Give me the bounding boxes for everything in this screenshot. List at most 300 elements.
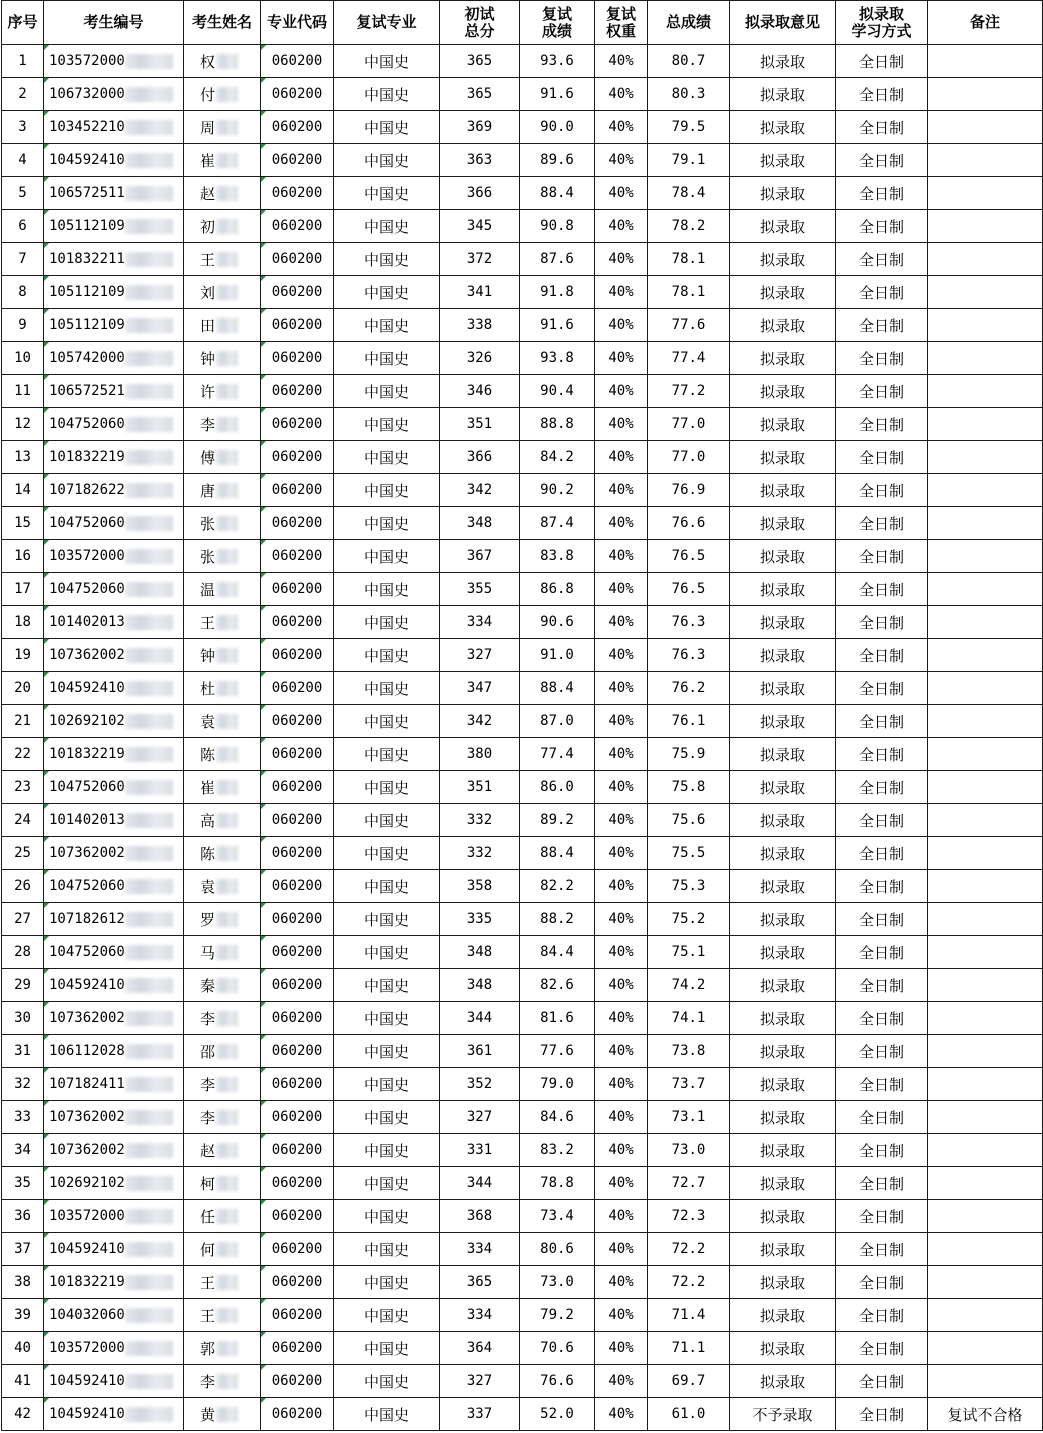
cell-note: [928, 804, 1043, 837]
cell-study-mode: 全日制: [836, 111, 928, 144]
candidate-name-text: 初: [200, 217, 216, 236]
cell-candidate-name: [184, 573, 261, 606]
cell-study-mode: 全日制: [836, 474, 928, 507]
table-row: [2, 474, 1043, 507]
redaction-blur: [125, 912, 173, 927]
cell-candidate-name: [184, 1002, 261, 1035]
candidate-id-text: 104592410: [49, 1241, 125, 1257]
cell-retest-weight: 40%: [595, 243, 648, 276]
redaction-blur: [125, 1374, 173, 1389]
cell-candidate-name: [184, 309, 261, 342]
cell-study-mode: 全日制: [836, 1068, 928, 1101]
cell-candidate-name: [184, 1068, 261, 1101]
candidate-id-text: 102692102: [49, 713, 125, 729]
cell-note: [928, 1332, 1043, 1365]
candidate-id-text: 104592410: [49, 1373, 125, 1389]
candidate-id-text: 104032060: [49, 1307, 125, 1323]
cell-opinion: 不予录取: [730, 1398, 836, 1431]
cell-note: [928, 144, 1043, 177]
cell-total-score: 77.2: [648, 375, 730, 408]
table-row: [2, 573, 1043, 606]
cell-candidate-id: [44, 408, 184, 441]
header-initial-score: 初试 总分: [440, 1, 520, 45]
table-row: [2, 969, 1043, 1002]
cell-retest-weight: 40%: [595, 606, 648, 639]
cell-note: [928, 870, 1043, 903]
cell-major: 中国史: [334, 441, 440, 474]
cell-candidate-name: [184, 1266, 261, 1299]
cell-study-mode: 全日制: [836, 507, 928, 540]
cell-note: [928, 1167, 1043, 1200]
header-name: 考生姓名: [184, 1, 261, 45]
cell-major-code: 060200: [261, 1068, 334, 1101]
cell-major: 中国史: [334, 1200, 440, 1233]
cell-no: 4: [2, 144, 44, 177]
header-note: 备注: [928, 1, 1043, 45]
cell-major-code: 060200: [261, 1002, 334, 1035]
cell-no: 18: [2, 606, 44, 639]
cell-initial-score: 327: [440, 1101, 520, 1134]
cell-retest-score: 83.2: [520, 1134, 595, 1167]
cell-retest-score: 87.6: [520, 243, 595, 276]
cell-opinion: 拟录取: [730, 540, 836, 573]
cell-initial-score: 363: [440, 144, 520, 177]
cell-note: [928, 1365, 1043, 1398]
cell-total-score: 72.7: [648, 1167, 730, 1200]
candidate-id-text: 101832219: [49, 449, 125, 465]
cell-candidate-name: [184, 243, 261, 276]
cell-retest-score: 90.8: [520, 210, 595, 243]
cell-retest-weight: 40%: [595, 210, 648, 243]
cell-candidate-name: [184, 1167, 261, 1200]
cell-initial-score: 342: [440, 705, 520, 738]
candidate-id-text: 107362002: [49, 845, 125, 861]
cell-major: 中国史: [334, 144, 440, 177]
cell-major: 中国史: [334, 903, 440, 936]
cell-candidate-name: [184, 936, 261, 969]
cell-initial-score: 338: [440, 309, 520, 342]
cell-study-mode: 全日制: [836, 870, 928, 903]
cell-no: 2: [2, 78, 44, 111]
redaction-blur: [125, 219, 173, 234]
table-row: [2, 771, 1043, 804]
redaction-blur: [125, 681, 173, 696]
cell-note: [928, 342, 1043, 375]
cell-major: 中国史: [334, 738, 440, 771]
cell-no: 42: [2, 1398, 44, 1431]
cell-total-score: 76.1: [648, 705, 730, 738]
cell-no: 23: [2, 771, 44, 804]
cell-study-mode: 全日制: [836, 144, 928, 177]
cell-retest-weight: 40%: [595, 1167, 648, 1200]
cell-retest-score: 90.6: [520, 606, 595, 639]
redaction-blur: [216, 615, 238, 630]
candidate-id-text: 107182622: [49, 482, 125, 498]
redaction-blur: [216, 87, 238, 102]
cell-total-score: 69.7: [648, 1365, 730, 1398]
cell-opinion: 拟录取: [730, 1266, 836, 1299]
cell-initial-score: 365: [440, 78, 520, 111]
cell-total-score: 76.3: [648, 639, 730, 672]
cell-retest-score: 91.0: [520, 639, 595, 672]
cell-study-mode: 全日制: [836, 804, 928, 837]
table-row: [2, 1068, 1043, 1101]
cell-initial-score: 366: [440, 441, 520, 474]
cell-no: 25: [2, 837, 44, 870]
redaction-blur: [216, 813, 238, 828]
cell-candidate-name: [184, 342, 261, 375]
cell-total-score: 73.1: [648, 1101, 730, 1134]
cell-retest-score: 86.0: [520, 771, 595, 804]
cell-candidate-id: [44, 903, 184, 936]
cell-opinion: 拟录取: [730, 210, 836, 243]
cell-major-code: 060200: [261, 705, 334, 738]
cell-major-code: 060200: [261, 111, 334, 144]
cell-retest-score: 77.4: [520, 738, 595, 771]
cell-major: 中国史: [334, 408, 440, 441]
table-row: [2, 177, 1043, 210]
cell-no: 5: [2, 177, 44, 210]
cell-major: 中国史: [334, 639, 440, 672]
cell-major: 中国史: [334, 870, 440, 903]
candidate-name-text: 钟: [200, 646, 216, 665]
redaction-blur: [216, 978, 238, 993]
cell-major-code: 060200: [261, 837, 334, 870]
candidate-name-text: 何: [200, 1240, 216, 1259]
cell-no: 26: [2, 870, 44, 903]
cell-major-code: 060200: [261, 573, 334, 606]
header-major: 复试专业: [334, 1, 440, 45]
cell-candidate-id: [44, 1134, 184, 1167]
cell-total-score: 78.4: [648, 177, 730, 210]
redaction-blur: [216, 153, 238, 168]
candidate-name-text: 袁: [200, 712, 216, 731]
cell-retest-weight: 40%: [595, 903, 648, 936]
cell-candidate-name: [184, 177, 261, 210]
cell-retest-score: 84.6: [520, 1101, 595, 1134]
candidate-name-text: 王: [200, 1273, 216, 1292]
cell-no: 1: [2, 45, 44, 78]
cell-retest-score: 84.2: [520, 441, 595, 474]
cell-opinion: 拟录取: [730, 837, 836, 870]
redaction-blur: [125, 252, 173, 267]
cell-major: 中国史: [334, 1134, 440, 1167]
cell-retest-score: 93.6: [520, 45, 595, 78]
cell-candidate-name: [184, 375, 261, 408]
redaction-blur: [216, 1176, 238, 1191]
cell-total-score: 77.0: [648, 441, 730, 474]
cell-initial-score: 337: [440, 1398, 520, 1431]
table-row: [2, 1167, 1043, 1200]
cell-total-score: 80.7: [648, 45, 730, 78]
cell-major: 中国史: [334, 573, 440, 606]
cell-candidate-id: [44, 1035, 184, 1068]
cell-major-code: 060200: [261, 210, 334, 243]
cell-major: 中国史: [334, 507, 440, 540]
candidate-id-text: 104592410: [49, 977, 125, 993]
cell-study-mode: 全日制: [836, 78, 928, 111]
cell-no: 20: [2, 672, 44, 705]
cell-major: 中国史: [334, 309, 440, 342]
cell-retest-score: 81.6: [520, 1002, 595, 1035]
candidate-id-text: 103572000: [49, 1208, 125, 1224]
table-row: [2, 1398, 1043, 1431]
cell-major-code: 060200: [261, 342, 334, 375]
cell-major: 中国史: [334, 705, 440, 738]
redaction-blur: [216, 780, 238, 795]
cell-study-mode: 全日制: [836, 1134, 928, 1167]
candidate-id-text: 103572000: [49, 53, 125, 69]
candidate-id-text: 104752060: [49, 416, 125, 432]
cell-candidate-id: [44, 672, 184, 705]
redaction-blur: [125, 1110, 173, 1125]
cell-major-code: 060200: [261, 408, 334, 441]
cell-initial-score: 344: [440, 1167, 520, 1200]
redaction-blur: [216, 747, 238, 762]
cell-retest-score: 91.6: [520, 309, 595, 342]
cell-major-code: 060200: [261, 606, 334, 639]
cell-initial-score: 367: [440, 540, 520, 573]
cell-no: 39: [2, 1299, 44, 1332]
candidate-id-text: 104592410: [49, 1406, 125, 1422]
cell-note: [928, 1035, 1043, 1068]
cell-initial-score: 366: [440, 177, 520, 210]
cell-retest-weight: 40%: [595, 738, 648, 771]
cell-retest-weight: 40%: [595, 375, 648, 408]
cell-retest-score: 82.6: [520, 969, 595, 1002]
redaction-blur: [125, 615, 173, 630]
candidate-id-text: 103452210: [49, 119, 125, 135]
cell-major: 中国史: [334, 1266, 440, 1299]
cell-opinion: 拟录取: [730, 1233, 836, 1266]
redaction-blur: [216, 648, 238, 663]
cell-initial-score: 347: [440, 672, 520, 705]
cell-initial-score: 345: [440, 210, 520, 243]
cell-total-score: 78.1: [648, 243, 730, 276]
cell-candidate-id: [44, 639, 184, 672]
cell-no: 8: [2, 276, 44, 309]
header-study-mode: 拟录取 学习方式: [836, 1, 928, 45]
cell-candidate-name: [184, 738, 261, 771]
cell-candidate-id: [44, 738, 184, 771]
cell-no: 14: [2, 474, 44, 507]
cell-initial-score: 368: [440, 1200, 520, 1233]
cell-study-mode: 全日制: [836, 1200, 928, 1233]
cell-initial-score: 327: [440, 639, 520, 672]
cell-opinion: 拟录取: [730, 1134, 836, 1167]
cell-note: [928, 705, 1043, 738]
cell-candidate-id: [44, 540, 184, 573]
cell-retest-score: 88.4: [520, 177, 595, 210]
cell-retest-weight: 40%: [595, 969, 648, 1002]
cell-study-mode: 全日制: [836, 573, 928, 606]
cell-candidate-id: [44, 1233, 184, 1266]
admission-table: [1, 0, 1043, 1431]
cell-candidate-id: [44, 1101, 184, 1134]
cell-candidate-name: [184, 1398, 261, 1431]
cell-initial-score: 346: [440, 375, 520, 408]
cell-note: [928, 1101, 1043, 1134]
cell-candidate-id: [44, 1200, 184, 1233]
cell-no: 3: [2, 111, 44, 144]
redaction-blur: [125, 648, 173, 663]
candidate-name-text: 袁: [200, 877, 216, 896]
redaction-blur: [125, 1275, 173, 1290]
cell-candidate-id: [44, 342, 184, 375]
cell-study-mode: 全日制: [836, 738, 928, 771]
cell-total-score: 75.2: [648, 903, 730, 936]
table-row: [2, 870, 1043, 903]
cell-total-score: 74.2: [648, 969, 730, 1002]
cell-retest-weight: 40%: [595, 1035, 648, 1068]
table-row: [2, 738, 1043, 771]
cell-study-mode: 全日制: [836, 1233, 928, 1266]
cell-note: [928, 672, 1043, 705]
candidate-id-text: 101402013: [49, 812, 125, 828]
cell-initial-score: 369: [440, 111, 520, 144]
cell-initial-score: 342: [440, 474, 520, 507]
cell-retest-score: 80.6: [520, 1233, 595, 1266]
cell-retest-score: 90.4: [520, 375, 595, 408]
cell-no: 7: [2, 243, 44, 276]
cell-major-code: 060200: [261, 309, 334, 342]
cell-opinion: 拟录取: [730, 738, 836, 771]
candidate-id-text: 101832211: [49, 251, 125, 267]
redaction-blur: [125, 1407, 173, 1422]
cell-note: [928, 111, 1043, 144]
cell-candidate-name: [184, 1299, 261, 1332]
cell-total-score: 75.6: [648, 804, 730, 837]
cell-retest-weight: 40%: [595, 870, 648, 903]
cell-retest-weight: 40%: [595, 540, 648, 573]
cell-opinion: 拟录取: [730, 1101, 836, 1134]
cell-retest-score: 88.2: [520, 903, 595, 936]
candidate-id-text: 106732000: [49, 86, 125, 102]
cell-opinion: 拟录取: [730, 969, 836, 1002]
cell-candidate-name: [184, 705, 261, 738]
redaction-blur: [125, 582, 173, 597]
cell-no: 17: [2, 573, 44, 606]
redaction-blur: [216, 285, 238, 300]
cell-major-code: 060200: [261, 1365, 334, 1398]
table-row: [2, 1266, 1043, 1299]
cell-initial-score: 348: [440, 969, 520, 1002]
header-opinion: 拟录取意见: [730, 1, 836, 45]
cell-study-mode: 全日制: [836, 837, 928, 870]
candidate-name-text: 马: [200, 943, 216, 962]
cell-candidate-name: [184, 672, 261, 705]
cell-candidate-name: [184, 837, 261, 870]
cell-retest-score: 91.6: [520, 78, 595, 111]
candidate-id-text: 104592410: [49, 152, 125, 168]
cell-retest-score: 88.4: [520, 837, 595, 870]
table-row: [2, 639, 1043, 672]
redaction-blur: [216, 219, 238, 234]
candidate-name-text: 赵: [200, 1141, 216, 1160]
cell-note: [928, 1233, 1043, 1266]
cell-retest-weight: 40%: [595, 144, 648, 177]
cell-major: 中国史: [334, 474, 440, 507]
cell-retest-weight: 40%: [595, 1266, 648, 1299]
cell-note: [928, 375, 1043, 408]
redaction-blur: [125, 483, 173, 498]
cell-total-score: 74.1: [648, 1002, 730, 1035]
cell-major: 中国史: [334, 1233, 440, 1266]
candidate-name-text: 杜: [200, 679, 216, 698]
cell-initial-score: 331: [440, 1134, 520, 1167]
cell-major-code: 060200: [261, 441, 334, 474]
cell-retest-weight: 40%: [595, 1365, 648, 1398]
cell-retest-score: 87.0: [520, 705, 595, 738]
cell-initial-score: 355: [440, 573, 520, 606]
cell-note: 复试不合格: [928, 1398, 1043, 1431]
table-row: [2, 804, 1043, 837]
candidate-name-text: 唐: [200, 481, 216, 500]
cell-note: [928, 309, 1043, 342]
cell-study-mode: 全日制: [836, 1266, 928, 1299]
cell-no: 24: [2, 804, 44, 837]
cell-candidate-name: [184, 1332, 261, 1365]
cell-major-code: 060200: [261, 45, 334, 78]
cell-opinion: 拟录取: [730, 309, 836, 342]
cell-candidate-id: [44, 441, 184, 474]
cell-major-code: 060200: [261, 375, 334, 408]
table-row: [2, 243, 1043, 276]
redaction-blur: [125, 120, 173, 135]
candidate-id-text: 104592410: [49, 680, 125, 696]
cell-no: 16: [2, 540, 44, 573]
cell-opinion: 拟录取: [730, 1035, 836, 1068]
redaction-blur: [216, 1011, 238, 1026]
candidate-name-text: 秦: [200, 976, 216, 995]
candidate-id-text: 105112109: [49, 317, 125, 333]
cell-study-mode: 全日制: [836, 408, 928, 441]
cell-retest-score: 87.4: [520, 507, 595, 540]
cell-candidate-name: [184, 969, 261, 1002]
cell-candidate-id: [44, 375, 184, 408]
cell-retest-score: 83.8: [520, 540, 595, 573]
cell-no: 13: [2, 441, 44, 474]
cell-major-code: 060200: [261, 1299, 334, 1332]
cell-retest-score: 82.2: [520, 870, 595, 903]
cell-total-score: 72.3: [648, 1200, 730, 1233]
cell-initial-score: 334: [440, 1299, 520, 1332]
cell-opinion: 拟录取: [730, 243, 836, 276]
cell-retest-score: 90.2: [520, 474, 595, 507]
cell-initial-score: 364: [440, 1332, 520, 1365]
cell-no: 28: [2, 936, 44, 969]
cell-initial-score: 361: [440, 1035, 520, 1068]
cell-major-code: 060200: [261, 870, 334, 903]
cell-note: [928, 276, 1043, 309]
redaction-blur: [216, 1308, 238, 1323]
cell-study-mode: 全日制: [836, 540, 928, 573]
table-row: [2, 144, 1043, 177]
candidate-id-text: 107362002: [49, 1142, 125, 1158]
cell-major: 中国史: [334, 1398, 440, 1431]
cell-initial-score: 380: [440, 738, 520, 771]
cell-total-score: 77.0: [648, 408, 730, 441]
cell-study-mode: 全日制: [836, 1332, 928, 1365]
cell-major: 中国史: [334, 342, 440, 375]
cell-major: 中国史: [334, 1332, 440, 1365]
cell-retest-weight: 40%: [595, 672, 648, 705]
cell-note: [928, 78, 1043, 111]
cell-major: 中国史: [334, 1365, 440, 1398]
cell-no: 40: [2, 1332, 44, 1365]
table-row: [2, 705, 1043, 738]
cell-note: [928, 771, 1043, 804]
